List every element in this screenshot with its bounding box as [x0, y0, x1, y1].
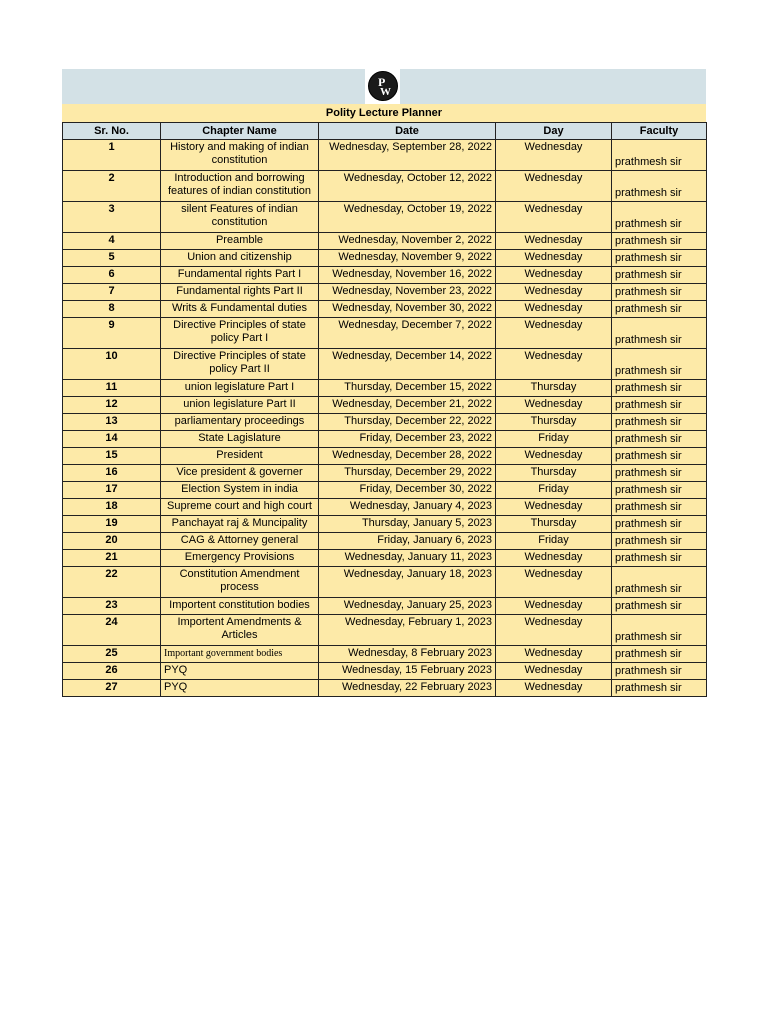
- table-row: [63, 482, 707, 499]
- cell-faculty: prathmesh sir: [612, 465, 707, 482]
- table-row: [63, 499, 707, 516]
- cell-chapter-name: PYQ: [161, 680, 319, 697]
- cell-chapter-name: Election System in india: [161, 482, 319, 499]
- cell-day: Thursday: [496, 516, 612, 533]
- cell-date: Thursday, December 15, 2022: [319, 380, 496, 397]
- table-row: [63, 202, 707, 233]
- cell-day: Wednesday: [496, 171, 612, 202]
- cell-date: Wednesday, 8 February 2023: [319, 646, 496, 663]
- cell-day: Friday: [496, 482, 612, 499]
- cell-chapter-name: Fundamental rights Part I: [161, 267, 319, 284]
- cell-day: Friday: [496, 431, 612, 448]
- cell-day: Wednesday: [496, 680, 612, 697]
- cell-day: Wednesday: [496, 301, 612, 318]
- cell-date: Friday, January 6, 2023: [319, 533, 496, 550]
- table-row: [63, 267, 707, 284]
- table-row: [63, 284, 707, 301]
- cell-sr-no: 24: [63, 615, 161, 646]
- table-body: [63, 140, 707, 697]
- header-date: Date: [319, 123, 496, 140]
- cell-faculty: prathmesh sir: [612, 448, 707, 465]
- cell-faculty: prathmesh sir: [612, 318, 707, 349]
- cell-sr-no: 18: [63, 499, 161, 516]
- cell-date: Wednesday, February 1, 2023: [319, 615, 496, 646]
- cell-faculty: prathmesh sir: [612, 397, 707, 414]
- cell-chapter-name: Directive Principles of state policy Part I: [161, 318, 319, 349]
- cell-sr-no: 3: [63, 202, 161, 233]
- table-row: [63, 349, 707, 380]
- cell-faculty: prathmesh sir: [612, 414, 707, 431]
- cell-faculty: prathmesh sir: [612, 431, 707, 448]
- cell-sr-no: 23: [63, 598, 161, 615]
- table-row: [63, 140, 707, 171]
- cell-day: Wednesday: [496, 615, 612, 646]
- cell-day: Wednesday: [496, 233, 612, 250]
- cell-sr-no: 13: [63, 414, 161, 431]
- cell-chapter-name: Importent Amendments & Articles: [161, 615, 319, 646]
- table-row: [63, 397, 707, 414]
- cell-date: Wednesday, October 12, 2022: [319, 171, 496, 202]
- cell-sr-no: 14: [63, 431, 161, 448]
- cell-sr-no: 19: [63, 516, 161, 533]
- cell-faculty: prathmesh sir: [612, 646, 707, 663]
- cell-day: Wednesday: [496, 202, 612, 233]
- cell-sr-no: 15: [63, 448, 161, 465]
- cell-sr-no: 10: [63, 349, 161, 380]
- table-row: [63, 615, 707, 646]
- cell-day: Friday: [496, 533, 612, 550]
- cell-faculty: prathmesh sir: [612, 533, 707, 550]
- cell-chapter-name: silent Features of indian constitution: [161, 202, 319, 233]
- cell-sr-no: 26: [63, 663, 161, 680]
- cell-day: Wednesday: [496, 284, 612, 301]
- cell-date: Wednesday, January 4, 2023: [319, 499, 496, 516]
- cell-chapter-name: President: [161, 448, 319, 465]
- cell-day: Wednesday: [496, 318, 612, 349]
- table-row: [63, 448, 707, 465]
- cell-faculty: prathmesh sir: [612, 615, 707, 646]
- cell-faculty: prathmesh sir: [612, 140, 707, 171]
- cell-sr-no: 2: [63, 171, 161, 202]
- cell-faculty: prathmesh sir: [612, 482, 707, 499]
- table-row: [63, 567, 707, 598]
- cell-chapter-name: Vice president & governer: [161, 465, 319, 482]
- cell-date: Wednesday, January 25, 2023: [319, 598, 496, 615]
- cell-sr-no: 5: [63, 250, 161, 267]
- table-row: [63, 646, 707, 663]
- table-row: [63, 318, 707, 349]
- header-chapter-name: Chapter Name: [161, 123, 319, 140]
- cell-chapter-name: PYQ: [161, 663, 319, 680]
- cell-chapter-name: Constitution Amendment process: [161, 567, 319, 598]
- cell-date: Wednesday, October 19, 2022: [319, 202, 496, 233]
- cell-day: Wednesday: [496, 397, 612, 414]
- cell-date: Wednesday, September 28, 2022: [319, 140, 496, 171]
- cell-day: Thursday: [496, 465, 612, 482]
- cell-date: Thursday, January 5, 2023: [319, 516, 496, 533]
- logo-banner: [62, 69, 706, 104]
- header-faculty: Faculty: [612, 123, 707, 140]
- cell-chapter-name: Fundamental rights Part II: [161, 284, 319, 301]
- cell-day: Wednesday: [496, 550, 612, 567]
- table-row: [63, 680, 707, 697]
- header-sr-no: Sr. No.: [63, 123, 161, 140]
- cell-chapter-name: Important government bodies: [161, 646, 319, 663]
- cell-date: Wednesday, January 11, 2023: [319, 550, 496, 567]
- lecture-planner-sheet: [62, 69, 706, 697]
- table-row: [63, 250, 707, 267]
- table-row: [63, 598, 707, 615]
- cell-sr-no: 25: [63, 646, 161, 663]
- cell-faculty: prathmesh sir: [612, 250, 707, 267]
- cell-faculty: prathmesh sir: [612, 663, 707, 680]
- cell-sr-no: 17: [63, 482, 161, 499]
- cell-faculty: prathmesh sir: [612, 380, 707, 397]
- cell-sr-no: 11: [63, 380, 161, 397]
- table-row: [63, 414, 707, 431]
- pw-logo: [365, 69, 400, 104]
- cell-day: Wednesday: [496, 598, 612, 615]
- cell-day: Wednesday: [496, 663, 612, 680]
- table-row: [63, 533, 707, 550]
- cell-date: Wednesday, 22 February 2023: [319, 680, 496, 697]
- cell-chapter-name: State Lagislature: [161, 431, 319, 448]
- cell-date: Wednesday, December 7, 2022: [319, 318, 496, 349]
- cell-day: Wednesday: [496, 448, 612, 465]
- cell-sr-no: 12: [63, 397, 161, 414]
- cell-date: Wednesday, December 21, 2022: [319, 397, 496, 414]
- table-header-row: [63, 123, 707, 140]
- cell-date: Thursday, December 29, 2022: [319, 465, 496, 482]
- cell-chapter-name: Emergency Provisions: [161, 550, 319, 567]
- cell-chapter-name: parliamentary proceedings: [161, 414, 319, 431]
- cell-day: Wednesday: [496, 349, 612, 380]
- cell-sr-no: 16: [63, 465, 161, 482]
- cell-chapter-name: History and making of indian constitution: [161, 140, 319, 171]
- cell-sr-no: 6: [63, 267, 161, 284]
- cell-sr-no: 7: [63, 284, 161, 301]
- cell-faculty: prathmesh sir: [612, 233, 707, 250]
- cell-sr-no: 4: [63, 233, 161, 250]
- planner-title: Polity Lecture Planner: [62, 104, 706, 122]
- cell-sr-no: 22: [63, 567, 161, 598]
- table-row: [63, 380, 707, 397]
- cell-chapter-name: Writs & Fundamental duties: [161, 301, 319, 318]
- cell-date: Wednesday, November 30, 2022: [319, 301, 496, 318]
- cell-date: Wednesday, November 2, 2022: [319, 233, 496, 250]
- cell-date: Wednesday, November 16, 2022: [319, 267, 496, 284]
- cell-date: Thursday, December 22, 2022: [319, 414, 496, 431]
- cell-date: Friday, December 30, 2022: [319, 482, 496, 499]
- cell-day: Wednesday: [496, 267, 612, 284]
- cell-faculty: prathmesh sir: [612, 284, 707, 301]
- cell-faculty: prathmesh sir: [612, 171, 707, 202]
- cell-chapter-name: Introduction and borrowing features of indian constitution: [161, 171, 319, 202]
- cell-day: Wednesday: [496, 499, 612, 516]
- cell-day: Wednesday: [496, 250, 612, 267]
- table-row: [63, 516, 707, 533]
- cell-sr-no: 20: [63, 533, 161, 550]
- cell-faculty: prathmesh sir: [612, 516, 707, 533]
- cell-faculty: prathmesh sir: [612, 550, 707, 567]
- cell-date: Wednesday, November 23, 2022: [319, 284, 496, 301]
- table-row: [63, 431, 707, 448]
- cell-sr-no: 9: [63, 318, 161, 349]
- cell-date: Wednesday, January 18, 2023: [319, 567, 496, 598]
- table-row: [63, 171, 707, 202]
- table-row: [63, 465, 707, 482]
- pw-logo-icon: P W: [368, 71, 398, 101]
- cell-faculty: prathmesh sir: [612, 499, 707, 516]
- cell-day: Wednesday: [496, 646, 612, 663]
- cell-faculty: prathmesh sir: [612, 267, 707, 284]
- cell-date: Wednesday, December 14, 2022: [319, 349, 496, 380]
- cell-date: Wednesday, 15 February 2023: [319, 663, 496, 680]
- cell-faculty: prathmesh sir: [612, 598, 707, 615]
- cell-sr-no: 1: [63, 140, 161, 171]
- cell-chapter-name: union legislature Part II: [161, 397, 319, 414]
- cell-day: Thursday: [496, 380, 612, 397]
- table-row: [63, 550, 707, 567]
- cell-faculty: prathmesh sir: [612, 680, 707, 697]
- table-row: [63, 301, 707, 318]
- cell-date: Wednesday, November 9, 2022: [319, 250, 496, 267]
- cell-faculty: prathmesh sir: [612, 349, 707, 380]
- table-row: [63, 663, 707, 680]
- cell-chapter-name: Panchayat raj & Muncipality: [161, 516, 319, 533]
- cell-chapter-name: Union and citizenship: [161, 250, 319, 267]
- cell-date: Friday, December 23, 2022: [319, 431, 496, 448]
- cell-date: Wednesday, December 28, 2022: [319, 448, 496, 465]
- cell-chapter-name: union legislature Part I: [161, 380, 319, 397]
- cell-faculty: prathmesh sir: [612, 301, 707, 318]
- cell-day: Thursday: [496, 414, 612, 431]
- cell-chapter-name: Directive Principles of state policy Part II: [161, 349, 319, 380]
- cell-faculty: prathmesh sir: [612, 567, 707, 598]
- cell-sr-no: 8: [63, 301, 161, 318]
- cell-chapter-name: Importent constitution bodies: [161, 598, 319, 615]
- cell-faculty: prathmesh sir: [612, 202, 707, 233]
- cell-sr-no: 21: [63, 550, 161, 567]
- cell-day: Wednesday: [496, 140, 612, 171]
- table-row: [63, 233, 707, 250]
- planner-table: [62, 122, 707, 697]
- cell-chapter-name: Preamble: [161, 233, 319, 250]
- cell-chapter-name: CAG & Attorney general: [161, 533, 319, 550]
- cell-day: Wednesday: [496, 567, 612, 598]
- header-day: Day: [496, 123, 612, 140]
- cell-sr-no: 27: [63, 680, 161, 697]
- cell-chapter-name: Supreme court and high court: [161, 499, 319, 516]
